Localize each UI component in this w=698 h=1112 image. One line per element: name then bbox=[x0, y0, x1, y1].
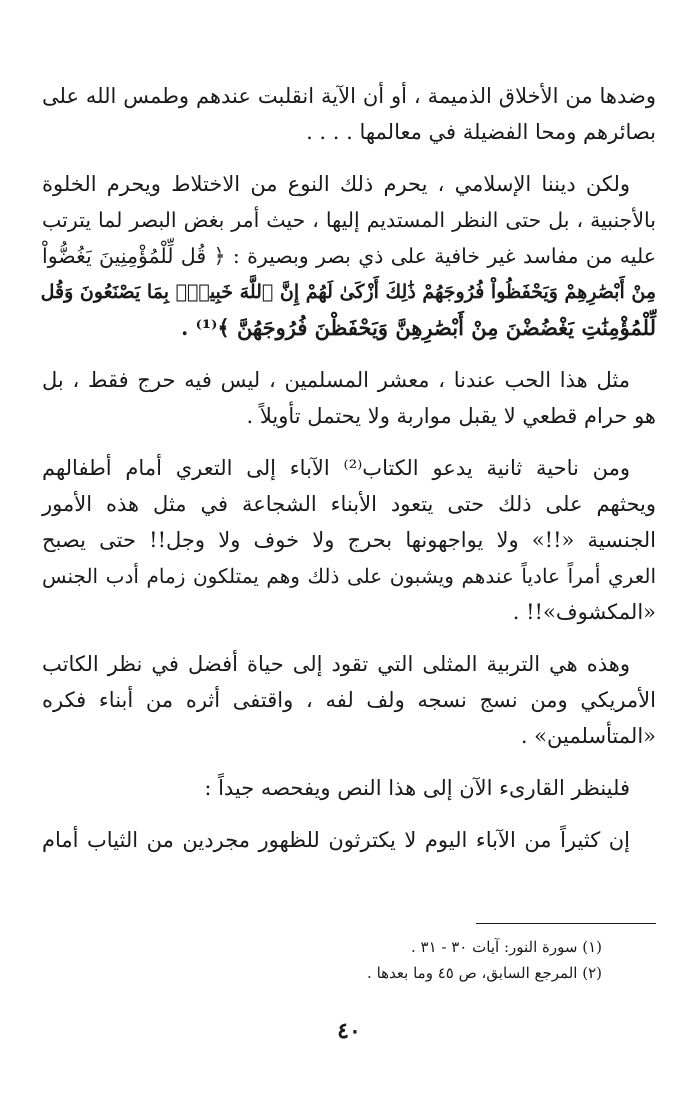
text-line: الأمريكي ومن نسج نسجه ولف لفه ، واقتفى أثره من أبناء فكره bbox=[42, 688, 656, 712]
footnote-2: (٢) المرجع السابق، ص ٤٥ وما بعدها . bbox=[367, 964, 602, 982]
text-line: ومن ناحية ثانية يدعو الكتاب⁽²⁾ الآباء إلى التعري أمام أطفالهم bbox=[42, 456, 631, 480]
text-line: إن كثيراً من الآباء اليوم لا يكترثون للظهور مجردين من الثياب أمام bbox=[42, 828, 630, 852]
text-line: هو حرام قطعي لا يقبل مواربة ولا يحتمل تأويلاً . bbox=[246, 404, 656, 428]
paragraph-5 bbox=[42, 646, 656, 754]
text-line: عليه من مفاسد غير خافية على ذي بصر وبصيرة : ﴿ قُل لِّلْمُؤْمِنِينَ يَغُضُّواْ bbox=[42, 244, 656, 268]
footnote-1: (١) سورة النور: آيات ٣٠ - ٣١ . bbox=[410, 938, 602, 956]
text-line: مثل هذا الحب عندنا ، معشر المسلمين ، ليس فيه حرج فقط ، بل bbox=[42, 368, 630, 392]
text-line: «المتأسلمين» . bbox=[520, 724, 656, 748]
text-line: «المكشوف»!! . bbox=[512, 600, 656, 624]
text-line: وضدها من الأخلاق الذميمة ، أو أن الآية انقلبت عندهم وطمس الله على bbox=[42, 84, 656, 108]
paragraph-2 bbox=[42, 166, 656, 346]
paragraph-3 bbox=[42, 362, 656, 434]
footnotes bbox=[367, 934, 602, 986]
text-line: بالأجنبية ، بل حتى النظر المستديم إليها ، حيث أمر بغض البصر لما يترتب bbox=[42, 208, 656, 232]
text-line: فلينظر القارىء الآن إلى هذا النص ويفحصه جيداً : bbox=[204, 776, 630, 800]
paragraph-4 bbox=[42, 450, 656, 630]
text-line: العري أمراً عادياً عندهم ويشبون على ذلك وهم يمتلكون زمام أدب الجنس bbox=[42, 564, 656, 588]
text-line: بصائرهم ومحا الفضيلة في معالمها . . . . bbox=[306, 120, 656, 144]
page-number: ٤٠ bbox=[337, 1018, 361, 1044]
paragraph-7 bbox=[42, 822, 656, 858]
quran-verse-line: لِّلْمُؤْمِنَٰتِ يَغْضُضْنَ مِنْ أَبْصَٰرِهِنَّ وَيَحْفَظْنَ فُرُوجَهُنَّ ﴾⁽¹⁾ . bbox=[180, 315, 656, 340]
page-body bbox=[42, 78, 656, 858]
quran-verse-line: مِنْ أَبْصَٰرِهِمْ وَيَحْفَظُواْ فُرُوجَهُمْ ذَٰلِكَ أَزْكَىٰ لَهُمْ إِنَّ ٱللَّهَ خَبِيرٌۢ بِمَا يَصْنَعُونَ وَقُل bbox=[40, 281, 656, 303]
text-line: الجنسية «!!» ولا يواجهونها بحرج ولا خوف ولا وجل!! حتى يصبح bbox=[42, 528, 656, 552]
text-line: ويحثهم على ذلك حتى يتعود الأبناء الشجاعة في مثل هذه الأمور bbox=[42, 492, 656, 516]
text-line: وهذه هي التربية المثلى التي تقود إلى حياة أفضل في نظر الكاتب bbox=[42, 652, 630, 676]
paragraph-6 bbox=[42, 770, 656, 806]
footnote-divider bbox=[476, 923, 656, 924]
text-line: ولكن ديننا الإسلامي ، يحرم ذلك النوع من الاختلاط ويحرم الخلوة bbox=[42, 172, 630, 196]
paragraph-1 bbox=[42, 78, 656, 150]
